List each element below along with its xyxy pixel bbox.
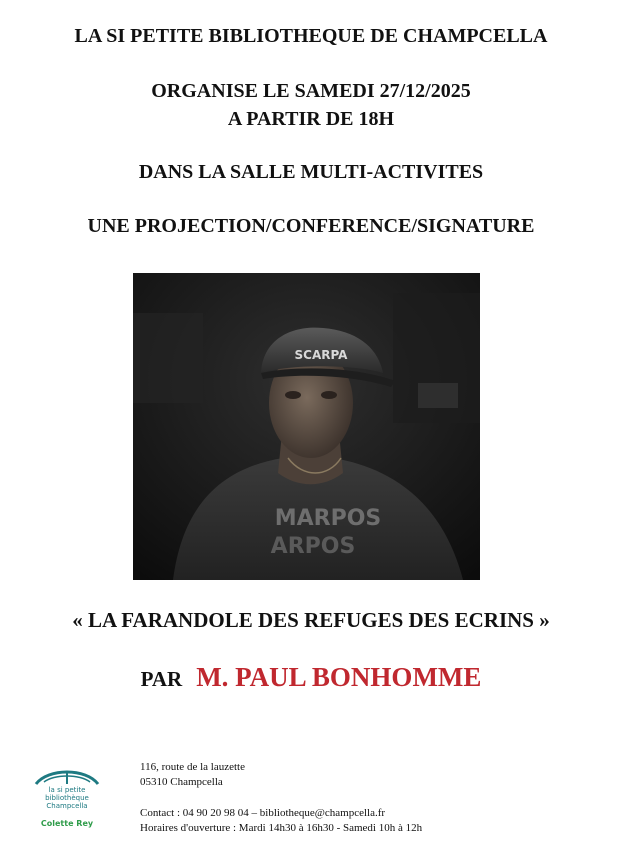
header-line-time: A PARTIR DE 18H [227, 108, 395, 130]
header-line-organizer: LA SI PETITE BIBLIOTHEQUE DE CHAMPCELLA [74, 25, 548, 47]
presentation-title: « LA FARANDOLE DES REFUGES DES ECRINS » [72, 608, 550, 632]
shirt-print-line-1: MARPOS [274, 506, 382, 531]
speaker-photo [133, 273, 480, 580]
opening-hours: Horaires d'ouverture : Mardi 14h30 à 16h30 - Samedi 10h à 12h [140, 822, 423, 834]
header-line-event-type: UNE PROJECTION/CONFERENCE/SIGNATURE [87, 215, 535, 237]
speaker-portrait-illustration [133, 273, 480, 580]
address-street: 116, route de la lauzette [140, 761, 245, 773]
header-line-venue: DANS LA SALLE MULTI-ACTIVITES [138, 161, 484, 183]
header-line-date: ORGANISE LE SAMEDI 27/12/2025 [151, 80, 471, 102]
logo-line-2: bibliothèque [45, 794, 89, 802]
address-town: 05310 Champcella [140, 776, 223, 788]
cap-logo-text: SCARPA [294, 348, 348, 362]
library-logo [28, 764, 106, 836]
speaker-name: M. PAUL BONHOMME [196, 662, 482, 692]
contact-phone-email: Contact : 04 90 20 98 04 – bibliotheque@champcella.fr [140, 807, 386, 819]
logo-line-3: Champcella [46, 802, 88, 810]
contact-block [140, 760, 422, 836]
logo-line-1: la si petite [48, 786, 86, 794]
speaker-byline [0, 662, 622, 697]
logo-signature: Colette Rey [40, 819, 94, 828]
shirt-print-line-2: ARPOS [270, 534, 356, 559]
byline-prefix: PAR [140, 667, 183, 691]
logo-text [28, 786, 106, 810]
